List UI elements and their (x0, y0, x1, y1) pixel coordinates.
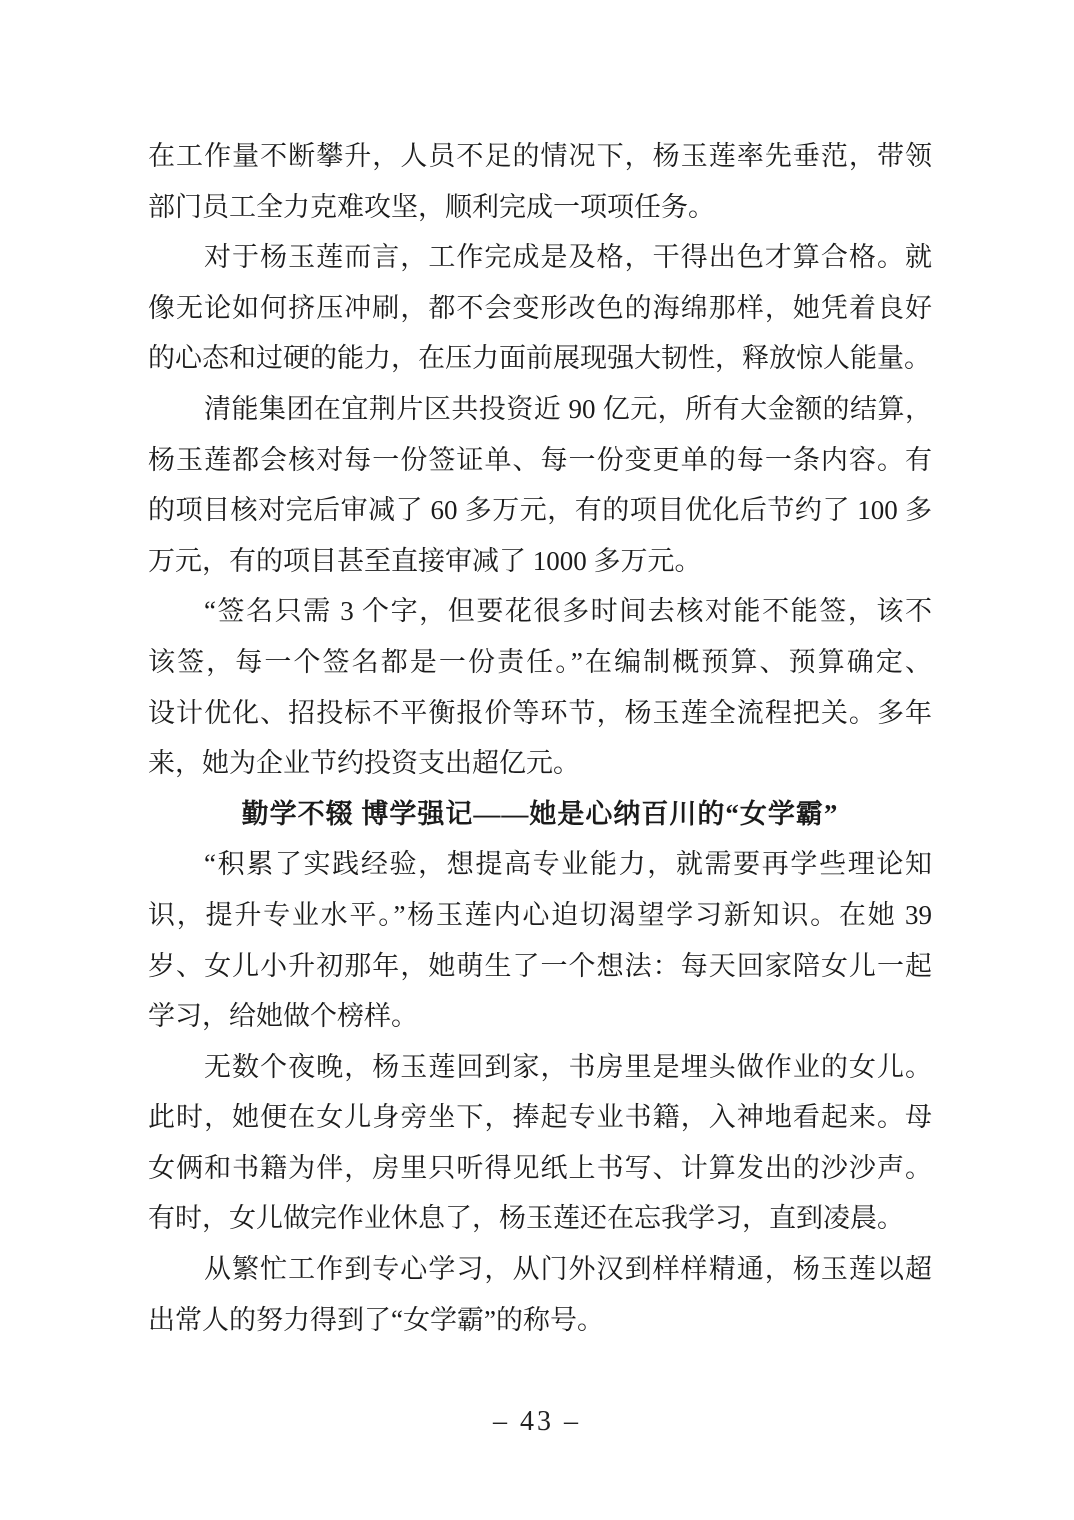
text-line: 女俩和书籍为伴，房里只听得见纸上书写、计算发出的沙沙声。 (148, 1152, 932, 1183)
text-line: 杨玉莲都会核对每一份签证单、每一份变更单的每一条内容。有 (148, 444, 932, 475)
text-line: 该签，每一个签名都是一份责任。”在编制概预算、预算确定、 (148, 646, 932, 677)
text-line: 识，提升专业水平。”杨玉莲内心迫切渴望学习新知识。在她 39 (148, 899, 932, 930)
text-line: 学习，给她做个榜样。 (148, 1001, 418, 1032)
paragraph (148, 839, 932, 1041)
text-line: 清能集团在宜荆片区共投资近 90 亿元，所有大金额的结算， (204, 393, 932, 424)
paragraph (148, 384, 932, 586)
text-line: 来，她为企业节约投资支出超亿元。 (148, 748, 580, 779)
text-line: 出常人的努力得到了“女学霸”的称号。 (148, 1304, 604, 1335)
paragraph (148, 1244, 932, 1345)
text-line: 像无论如何挤压冲刷，都不会变形改色的海绵那样，她凭着良好 (148, 292, 932, 323)
paragraph (148, 131, 932, 232)
paragraph (148, 232, 932, 384)
text-line: 万元，有的项目甚至直接审减了 1000 多万元。 (148, 545, 702, 576)
text-line: 有时，女儿做完作业休息了，杨玉莲还在忘我学习，直到凌晨。 (148, 1203, 904, 1234)
text-line: “积累了实践经验，想提高专业能力，就需要再学些理论知 (204, 849, 932, 880)
text-line: 的项目核对完后审减了 60 多万元，有的项目优化后节约了 100 多 (148, 495, 932, 526)
section-heading: 勤学不辍 博学强记——她是心纳百川的“女学霸” (241, 798, 839, 829)
text-line: 部门员工全力克难攻坚，顺利完成一项项任务。 (148, 191, 715, 222)
document-body (148, 131, 932, 1345)
text-line: 无数个夜晚，杨玉莲回到家，书房里是埋头做作业的女儿。 (204, 1051, 932, 1082)
text-line: 设计优化、招投标不平衡报价等环节，杨玉莲全流程把关。多年 (148, 697, 932, 728)
text-line: 在工作量不断攀升，人员不足的情况下，杨玉莲率先垂范，带领 (148, 141, 932, 171)
text-line: 的心态和过硬的能力，在压力面前展现强大韧性，释放惊人能量。 (148, 343, 931, 374)
text-line: 从繁忙工作到专心学习，从门外汉到样样精通，杨玉莲以超 (204, 1254, 932, 1285)
text-line: 岁、女儿小升初那年，她萌生了一个想法：每天回家陪女儿一起 (148, 950, 932, 981)
paragraph (148, 586, 932, 788)
page-number: – 43 – (493, 1406, 581, 1437)
text-line: 对于杨玉莲而言，工作完成是及格，干得出色才算合格。就 (204, 242, 932, 273)
paragraph (148, 1042, 932, 1244)
text-line: 此时，她便在女儿身旁坐下，捧起专业书籍，入神地看起来。母 (148, 1102, 932, 1133)
text-line: “签名只需 3 个字，但要花很多时间去核对能不能签，该不 (204, 596, 932, 627)
